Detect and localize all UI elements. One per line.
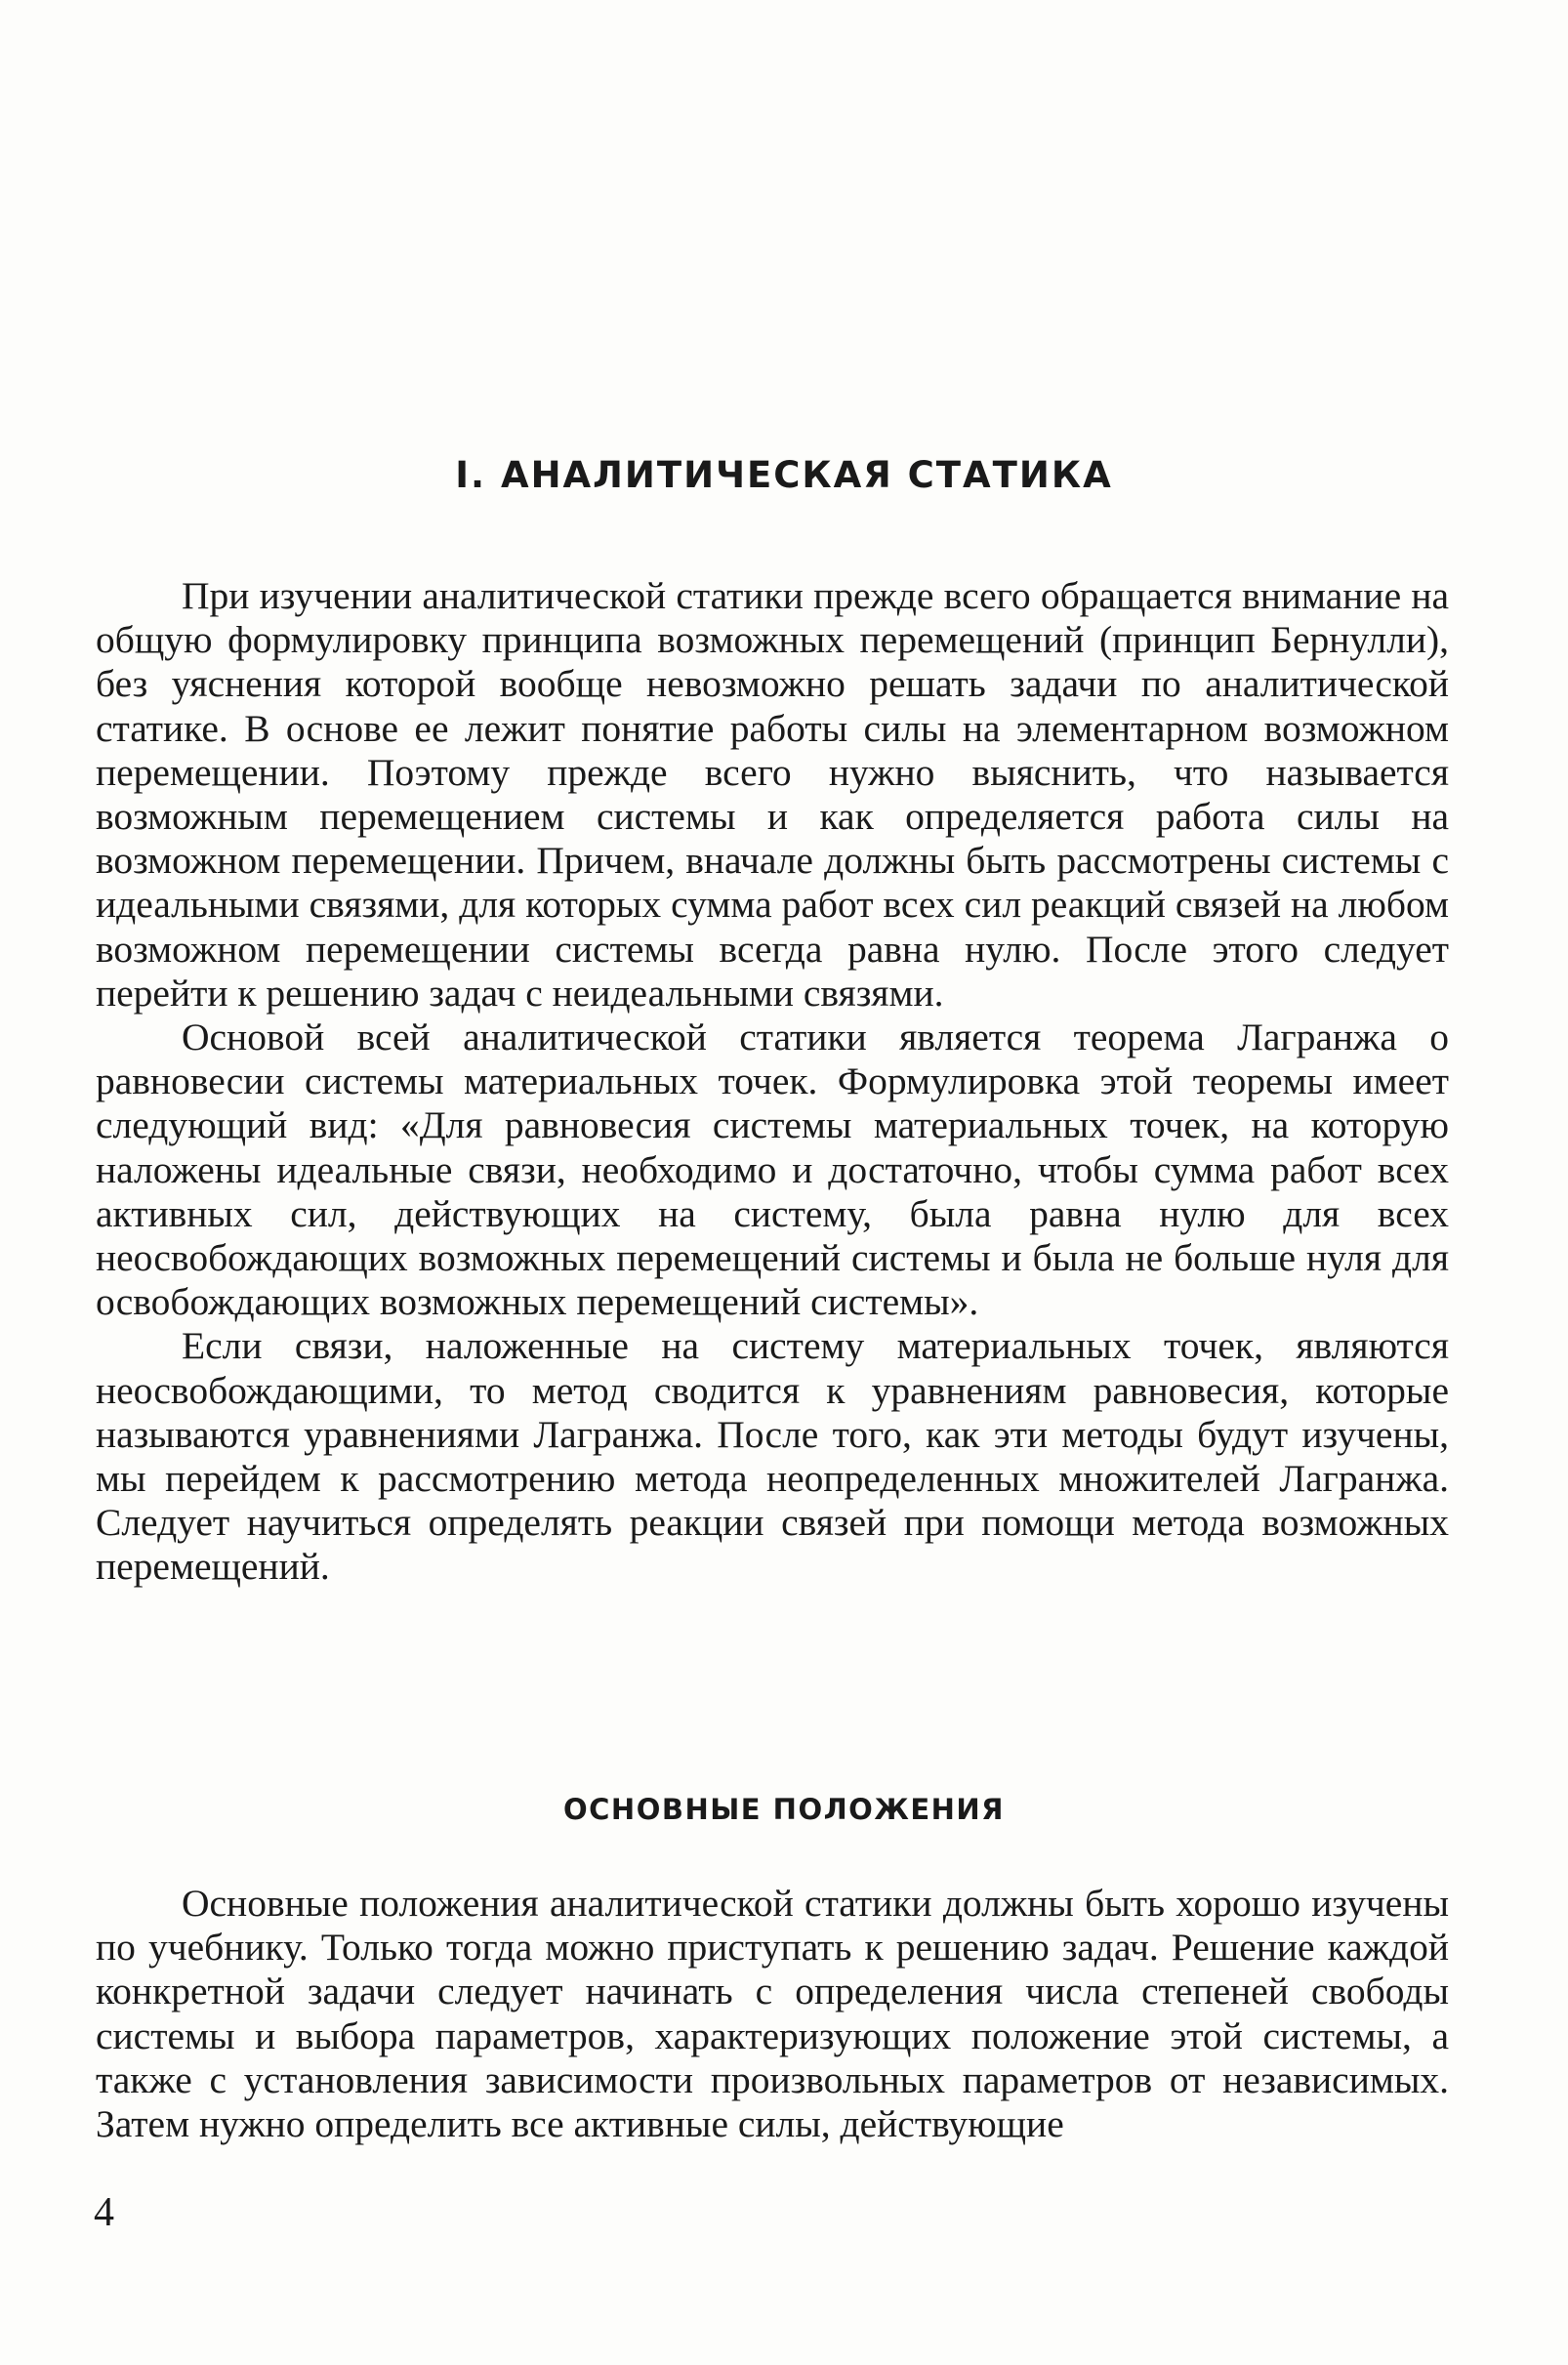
page-number: 4 xyxy=(94,2190,114,2235)
intro-text xyxy=(96,574,1449,1590)
paragraph: Основные положения аналитической статики должны быть хорошо изучены по учебнику. Только тогда можно приступать к решению задач. Решение каждой конкретной задачи следует начинать с определения числа степеней свободы системы и выбора параметров, характеризующих положение этой системы, а также с установления зависимости произвольных параметров от независимых. Затем нужно определить все активные силы, действующие xyxy=(96,1882,1449,2146)
section-title: ОСНОВНЫЕ ПОЛОЖЕНИЯ xyxy=(562,1793,1006,1826)
section-text xyxy=(96,1882,1449,2146)
paragraph: Основой всей аналитической статики является теорема Лагранжа о равновесии системы материальных точек. Формулировка этой теоремы имеет следующий вид: «Для равновесия системы материальных точек, на которую наложены идеальные связи, необходимо и достаточно, чтобы сумма работ всех активных сил, действующих на систему, была равна нулю для всех неосвобождающих возможных перемещений системы и была не больше нуля для освобождающих возможных перемещений системы». xyxy=(96,1016,1449,1324)
chapter-title: I. АНАЛИТИЧЕСКАЯ СТАТИКА xyxy=(455,454,1113,496)
paragraph: При изучении аналитической статики прежде всего обращается внимание на общую формулировку принципа возможных перемещений (принцип Бернулли), без уяснения которой вообще невозможно решать задачи по аналитической статике. В основе ее лежит понятие работы силы на элементарном возможном перемещении. Поэтому прежде всего нужно выяснить, что называется возможным перемещением системы и как определяется работа силы на возможном перемещении. Причем, вначале должны быть рассмотрены системы с идеальными связями, для которых сумма работ всех сил реакций связей на любом возможном перемещении системы всегда равна нулю. После этого следует перейти к решению задач с неидеальными связями. xyxy=(96,574,1449,1015)
paragraph: Если связи, наложенные на систему материальных точек, являются неосвобождающими, то метод сводится к уравнениям равновесия, которые называются уравнениями Лагранжа. После того, как эти методы будут изучены, мы перейдем к рассмотрению метода неопределенных множителей Лагранжа. Следует научиться определять реакции связей при помощи метода возможных перемещений. xyxy=(96,1324,1449,1589)
